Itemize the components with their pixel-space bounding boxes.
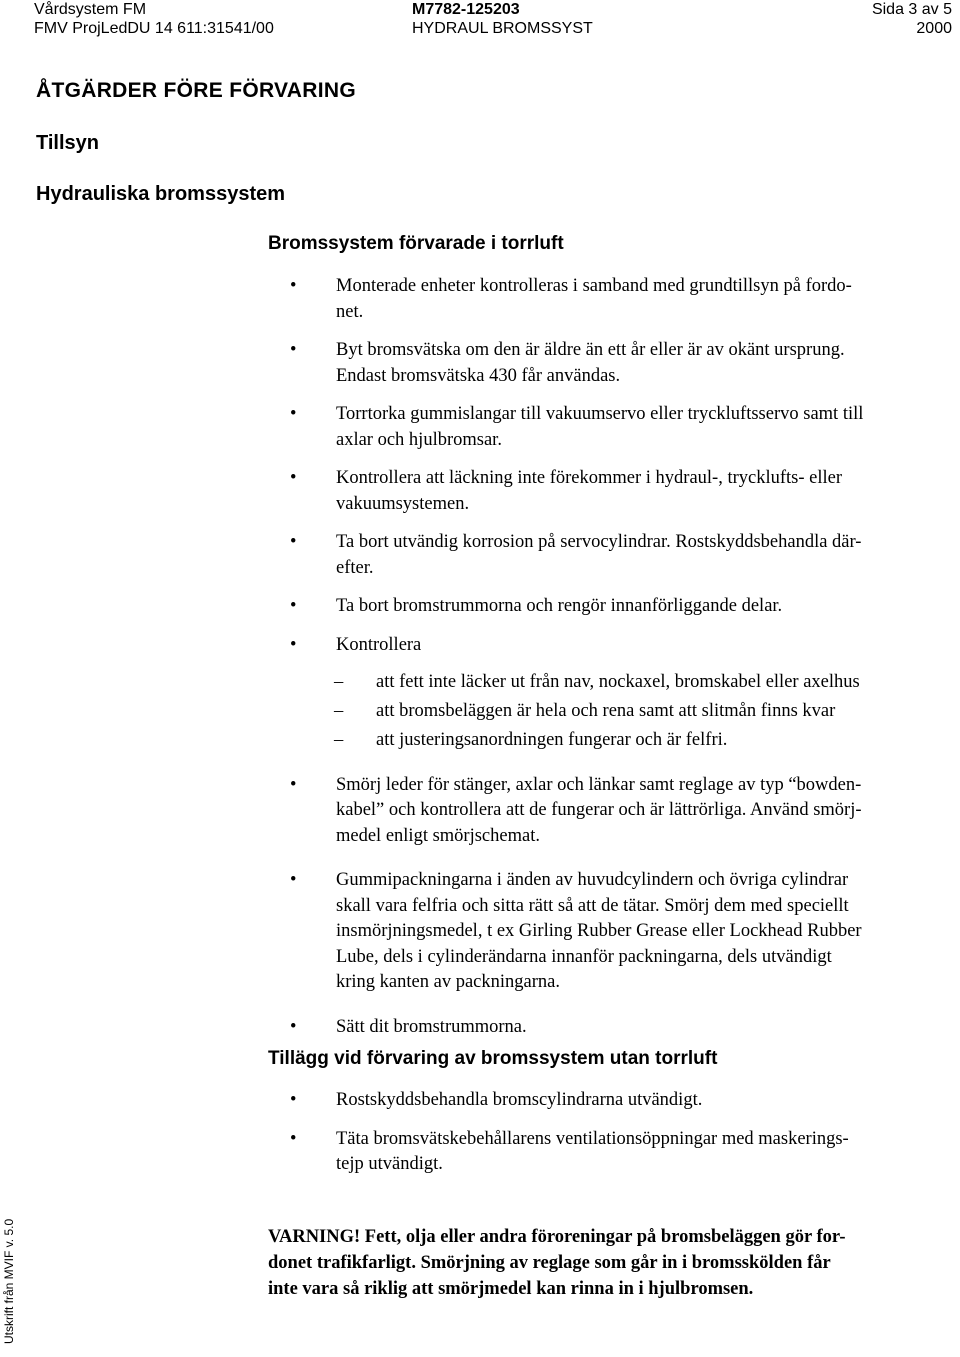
header-system: Vårdsystem FM [34,1,147,18]
list-item [268,633,958,754]
no-dry-air-list [268,1088,958,1178]
bullet-icon: • [290,1128,297,1149]
dash-icon: – [334,730,344,750]
header-doc-number: M7782-125203 [412,1,520,18]
list-item-text: Monterade enheter kontrolleras i samband med grundtillsyn på fordo- net. [336,276,852,322]
sublist-item [336,670,958,696]
list-item-text: Ta bort utvändig korrosion på servocylindrar. Rostskyddsbehandla där- efter. [336,532,862,578]
list-item-text: Kontrollera att läckning inte förekommer i hydraul-, trycklufts- eller vakuumsystemen. [336,468,843,514]
bullet-icon: • [290,1090,297,1110]
page-category: Hydrauliska bromssystem [36,183,286,205]
list-item-text: Rostskyddsbehandla bromscylindrarna utvändigt. [336,1090,703,1110]
warning-text: VARNING! Fett, olja eller andra föroreningar på bromsbeläggen gör for- donet trafikfarligt. Smörjning av reglage som går in i bromsskölden får inte vara så riklig att smörjmedel kan rinna in i hjulbromsen. [268,1227,846,1299]
list-item [268,868,958,996]
check-sublist [336,670,958,754]
bullet-icon: • [290,1016,297,1037]
list-item [268,530,958,581]
header-row-2 [34,19,956,38]
sublist-item [336,699,958,725]
list-item-text: Smörj leder för stänger, axlar och länkar samt reglage av typ “bowden- kabel” och kontrollera att de fungerar och är lättrörliga. Använd smörj- medel enligt smörjschemat. [336,774,862,846]
page-header [34,0,956,38]
list-item [268,1127,958,1178]
dash-icon: – [334,701,344,721]
bullet-icon: • [290,532,297,552]
bullet-icon: • [290,276,297,296]
header-row-1 [34,0,956,19]
list-item [268,594,958,620]
list-item-text: Sätt dit bromstrummorna. [336,1016,527,1037]
section-title-dry-air: Bromssystem förvarade i torrluft [268,233,564,254]
sublist-item-text: att justeringsanordningen fungerar och är felfri. [376,730,728,750]
header-page-number: Sida 3 av 5 [871,1,952,18]
dash-icon: – [334,672,344,692]
section-title-no-dry-air: Tillägg vid förvaring av bromssystem utan torrluft [268,1048,718,1069]
list-item [268,1015,958,1041]
dry-air-list [268,274,958,1040]
list-item-text: Byt bromsvätska om den är äldre än ett år eller är av okänt ursprung. Endast bromsvätska 430 får användas. [336,340,845,386]
bullet-icon: • [290,468,297,488]
bullet-icon: • [290,404,297,424]
list-item-text: Ta bort bromstrummorna och rengör innanförliggande delar. [336,596,783,616]
list-item [268,466,958,517]
header-reference: FMV ProjLedDU 14 611:31541/00 [34,20,274,37]
page-subtitle: Tillsyn [36,132,99,154]
bullet-icon: • [290,774,297,795]
list-item [268,402,958,453]
print-footer-vertical: Utskrift från MVIF v. 5.0 [2,1218,16,1344]
list-item-text: Gummipackningarna i änden av huvudcylindern och övriga cylindrar skall vara felfria och sitta rätt så att de tätar. Smörj dem med speciellt insmörjningsmedel, t ex Girling Rubber Grease eller Lockhead Rubber Lube, dels i cylinderändarna innanför packningarna, dels utvändigt kring kanten av packningarna. [336,870,862,992]
sublist-item-text: att fett inte läcker ut från nav, nockaxel, bromskabel eller axelhus [376,672,860,692]
sublist-item [336,728,958,754]
list-item [268,274,958,325]
header-subject: HYDRAUL BROMSSYST [412,20,593,37]
list-item [268,1088,958,1114]
page-title: ÅTGÄRDER FÖRE FÖRVARING [36,79,356,102]
sublist-item-text: att bromsbeläggen är hela och rena samt att slitmån finns kvar [376,701,836,721]
bullet-icon: • [290,870,297,890]
list-item [268,773,958,850]
bullet-icon: • [290,340,297,360]
list-item-text: Täta bromsvätskebehållarens ventilationsöppningar med maskerings- tejp utvändigt. [336,1128,849,1174]
bullet-icon: • [290,634,297,655]
list-item-text: Kontrollera [336,634,422,655]
bullet-icon: • [290,596,297,616]
list-item [268,338,958,389]
header-year: 2000 [916,20,952,37]
list-item-text: Torrtorka gummislangar till vakuumservo eller tryckluftsservo samt till axlar och hjulbromsar. [336,404,864,450]
